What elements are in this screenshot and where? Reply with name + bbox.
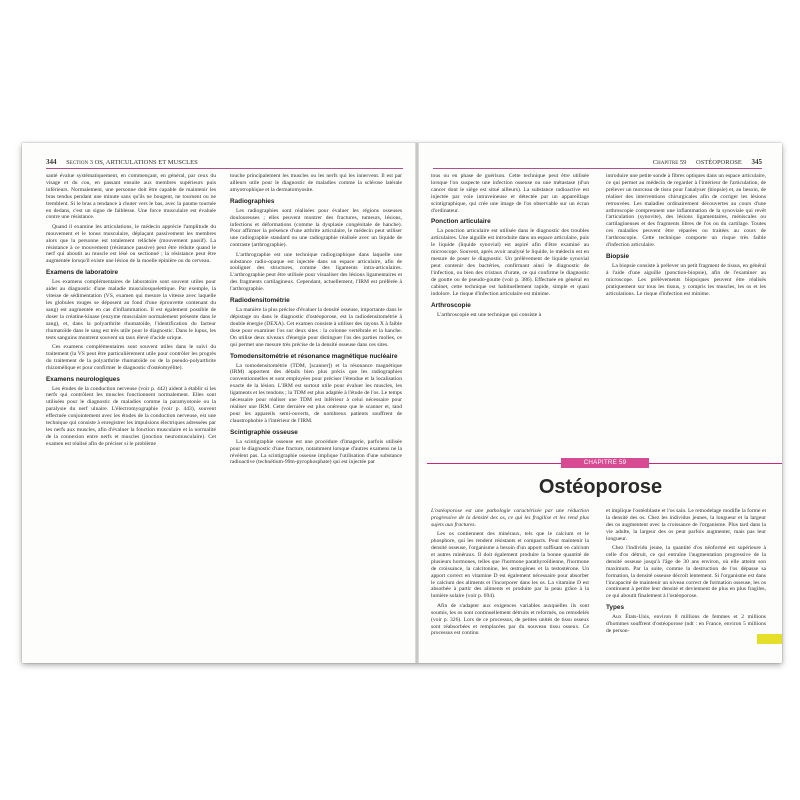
right-column-4 (606, 508, 766, 656)
left-running-head (46, 158, 403, 169)
open-book (22, 143, 782, 663)
paragraph: L'arthrographie est une technique radiographique dans laquelle une substance radio-opaque est injectée dans un espace articulaire, afin de souligner des structures, comme des ligaments intra-articulaires. L'arthrographie peut être utilisée pour visualiser des lésions ligamentaires et des fragments cartilagineux. Cependant, actuellement, l'IRM est préférée à l'arthrographie. (230, 251, 402, 293)
paragraph: La biopsie consiste à prélever un petit fragment de tissus, en général à l'aide d'une aiguille (ponction-biopsie), afin de l'examiner au microscope. Les prélèvements biopsiques peuvent être réalisés pratiquement sur tous les tissus, y compris les muscles, les os et les articulations. Le risque d'infection est minime. (606, 262, 766, 297)
subheading: Examens neurologiques (46, 375, 120, 383)
right-page-number: 345 (751, 158, 762, 166)
paragraph: La scintigraphie osseuse est une procédure d'imagerie, parfois utilisée pour le diagnostic d'une fracture, notamment lorsque d'autres examens ne la révèlent pas. La scintigraphie osseuse implique l'utilisation d'une substance radioactive (technétium-99m-pyrophosphate) qui est injectée par (230, 438, 402, 466)
paragraph: Les examens complémentaires de laboratoire sont souvent utiles pour aider au diagnostic d'une maladie musculosquelettique. Par exemple, la vitesse de sédimentation (VS, examen qui mesure la vitesse avec laquelle les globules rouges se déposent au fond d'une éprouvette contenant du sang) est augmentée en cas d'inflammation. Il est également possible de doser la créatine-kinase (enzyme musculaire normalement présente dans le sang), et, dans la polyarthrite rhumatoïde, l'identification du facteur rhumatoïde dans le sang est très utile pour le diagnostic. Dans le lupus, les tests sanguins montrent souvent un taux élevé d'acide urique. (46, 279, 216, 341)
subheading: Arthroscopie (431, 301, 471, 309)
right-running-head (433, 158, 762, 169)
paragraph: La manière la plus précise d'évaluer la densité osseuse, importante dans le dépistage ou dans le diagnostic d'ostéoporose, est la radiodensitométrie à double énergie (DEXA). Cet examen consiste à utiliser des rayons X à faible dose pour examiner l'os sur deux sites : la colonne vertébrale et la hanche. On utilise deux niveaux d'énergie pour distinguer l'os des parties molles, ce qui permet une mesure très précise de la densité osseuse dans ces sites. (230, 307, 402, 348)
chapter-reference: Chapitre 59 (652, 159, 687, 166)
paragraph: et implique l'ostéoblaste et l'os sain. Le remodelage modifie la forme et la densité des os. Chez les individus jeunes, la longueur et la largeur des os augmentent avec la croissance de l'organisme. Plus tard dans la vie adulte, la largeur des os peut parfois augmenter, mais pas leur longueur. (606, 508, 766, 542)
paragraph: Les études de la conduction nerveuse (voir p. 442) aident à établir si les nerfs qui contrôlent les muscles fonctionnent normalement. Elles sont utilisées pour le diagnostic de maladies comme la paramyotonie ou la paralysie du nerf ulnaire. L'électromyographie (voir p. 443), souvent effectuée conjointement avec les études de la conduction nerveuse, est une technique qui consiste à enregistrer les impulsions électriques adressées par les nerfs aux muscles, afin d'évaluer la fonction musculaire et la normalité de la connexion entre nerfs et muscles (jonction neuromusculaire). Cet examen est réalisé afin de préciser si le problème (46, 385, 216, 447)
paragraph: Quand il examine les articulations, le médecin apprécie l'amplitude du mouvement et le tonus musculaire, déplaçant passivement les membres alors que la personne est totalement relâchée (mouvement passif). La résistance à ce mouvement (résistance passive) peut être réduite quand le nerf qui aboutit au muscle est lésé ou sectionné ; la résistance peut être augmentée lorsqu'il existe une lésion de la moelle épinière ou du cerveau. (46, 223, 216, 265)
paragraph: Afin de s'adapter aux exigences variables auxquelles ils sont soumis, les os sont continuellement détruits et reformés, ou remodelés (voir p. 326). Lors de ce processus, de petites unités de tissu osseux sont réabsorbées et remplacées par du nouveau tissu osseux. Ce processus est continu (431, 602, 589, 637)
left-page (22, 143, 415, 663)
chapter-lead: L'ostéoporose est une pathologie caractérisée par une réduction progressive de la densité des os, ce qui les fragilise et les rend plus sujets aux fractures. (431, 508, 589, 528)
right-column-1 (431, 173, 589, 423)
paragraph: Les os contiennent des minéraux, tels que le calcium et le phosphore, qui les rendent résistants et compacts. Pour maintenir la densité osseuse, l'organisme a besoin d'un apport suffisant en calcium et autres minéraux. Il doit également produire la bonne quantité de plusieurs hormones, telles que l'hormone parathyroïdienne, l'hormone de croissance, la calcitonine, les œstrogènes et la testostérone. Un apport correct en vitamine D est également nécessaire pour absorber le calcium des aliments et l'incorporer dans les os. La vitamine D est absorbée à partir des aliments et produite par la peau grâce à la lumière solaire (voir p. 694). (431, 531, 589, 600)
subheading: Tomodensitométrie et résonance magnétique nucléaire (230, 352, 398, 360)
chapter-label: CHAPITRE 59 (561, 458, 649, 468)
subheading: Types (606, 604, 624, 612)
paragraph: Les radiographies sont réalisées pour évaluer les régions osseuses douloureuses ; elles peuvent montrer des fractures, tumeurs, lésions, infections et déformations (comme la dysplasie congénitale de hanche). Pour affirmer la présence d'une arthrite articulaire, le médecin peut utiliser une radiographie standard ou une radiographie réalisée avec un liquide de contraste (arthrographie). (230, 207, 402, 249)
paragraph: Chez l'individu jeune, la quantité d'os néoformé est supérieure à celle d'os détruit, ce qui entraîne l'augmentation progressive de la densité osseuse jusqu'à l'âge de 30 ans environ, où elle atteint son maximum. Par la suite, comme la destruction de l'os dépasse sa formation, la densité osseuse décroît lentement. Si l'organisme est dans l'incapacité de maintenir un niveau correct de formation osseuse, les os continuent à perdre leur densité et deviennent de plus en plus fragiles, ce qui aboutit finalement à l'ostéoporose. (606, 545, 766, 600)
right-column-2 (606, 173, 766, 423)
paragraph: L'arthroscopie est une technique qui consiste à (437, 311, 542, 318)
subheading: Radiodensitométrie (230, 297, 290, 305)
page-tab-marker (757, 634, 782, 644)
paragraph: La ponction articulaire est utilisée dans le diagnostic des troubles articulaires. Une aiguille est introduite dans un espace articulaire, puis le liquide (liquide synovial) est aspiré afin d'être examiné au microscope. Souvent, après avoir analysé le liquide, le médecin est en mesure de poser le diagnostic. Un prélèvement de liquide synovial peut contenir des bactéries, confirmant ainsi le diagnostic de l'infection, ou bien des cristaux d'urate, ce qui confirme le diagnostic de goutte ou de pseudo-goutte (voir p. 386). Effectuée en général en cabinet, cette technique est habituellement rapide, simple et quasi indolore. Le risque d'infection articulaire est minime. (431, 228, 589, 297)
subheading: Examens de laboratoire (46, 269, 119, 277)
subheading: Ponction articulaire (431, 218, 491, 226)
subheading: Biopsie (606, 252, 630, 260)
left-column-2 (230, 173, 402, 651)
section-title: OS, ARTICULATIONS ET MUSCLES (94, 159, 198, 166)
paragraph: Ces examens complémentaires sont souvent utiles dans le suivi du traitement (la VS peut être particulièrement utile pour contrôler les progrès du traitement de la polyarthrite rhumatoïde ou de la pseudo-polyarthrite rhizomélique et pour confirmer le diagnostic d'ostéomyélite). (46, 343, 216, 371)
left-page-number: 344 (46, 158, 57, 166)
right-column-3 (431, 508, 589, 656)
chapter-title: Ostéoporose (538, 476, 663, 498)
subheading: Scintigraphie osseuse (230, 428, 298, 436)
paragraph: tous ou en phase de guérison. Cette technique peut être utilisée lorsque l'on suspecte une infection osseuse ou une métastase (d'un cancer dont le siège est situé ailleurs). La substance radioactive est injectée par voie intraveineuse et détectée par un appareillage scintigraphique, qui crée une image de l'os observable sur un écran d'ordinateur. (431, 173, 589, 214)
paragraph: Aux États-Unis, environ 8 millions de femmes et 2 millions d'hommes souffrent d'ostéoporose (ndt : en France, environ 5 millions de person- (606, 614, 766, 635)
right-page (419, 143, 782, 663)
paragraph: La tomodensitométrie (TDM, [scanner]) et la résonance magnétique (IRM) apportent des détails bien plus précis que les radiographies conventionnelles et sont employées pour préciser l'étendue et la localisation exacte de la lésion. L'IRM est surtout utile pour évaluer les muscles, les ligaments et les tendons ; la TDM est plus adaptée à l'étude de l'os. Le temps nécessaire pour réaliser une TDM est inférieur à celui nécessaire pour réaliser une IRM. Cette dernière est plus onéreuse que le scanner et, tand pour les appareils semi-ouverts, de nombreux patients souffrent de claustrophobie à l'intérieur de l'IRM. (230, 362, 402, 424)
left-column-1 (46, 173, 216, 643)
paragraph: touche principalement les muscles ou les nerfs qui les innervent. Il est par ailleurs utile pour le diagnostic de maladies comme la sclérose latérale amyotrophique et la dermatomyosite. (230, 173, 402, 193)
paragraph: introduire une petite sonde à fibres optiques dans un espace articulaire, ce qui permet au médecin de regarder à l'intérieur de l'articulation, de prélever un morceau de tissu pour l'analyser (biopsie) et, au besoin, de réaliser des interventions chirurgicales afin de corriger les lésions retrouvées. Les maladies ordinairement découvertes au cours d'une arthroscopie comprennent une inflammation de la synoviale qui revêt l'articulation (synovite), des lésions ligamentaires, méniscales ou cartilagineuses et des fragments libres de l'os ou du cartilage. Toutes ces maladies peuvent être réparées ou traitées au cours de l'arthroscopie. Cette technique comporte un risque très faible d'infection articulaire. (606, 173, 766, 249)
subheading: Radiographies (230, 197, 275, 205)
paragraph: santé évalue systématiquement, en commençant, en général, par ceux du visage et du cou, en passant ensuite aux membres supérieurs puis inférieurs. Normalement, une personne doit être capable de maintenir les bras tendus pendant une minute sans qu'ils ne bougent, ne tournent ou ne tremblent. Si le bras a tendance à chuter vers le bas, avec la paume tournée en dedans, c'est un signe de faiblesse. Une force musculaire est évaluée contre une résistance. (46, 173, 216, 221)
chapter-banner (427, 458, 782, 468)
chapter-reference-title: OSTÉOPOROSE (696, 159, 742, 166)
section-number: Section 3 (66, 159, 93, 166)
